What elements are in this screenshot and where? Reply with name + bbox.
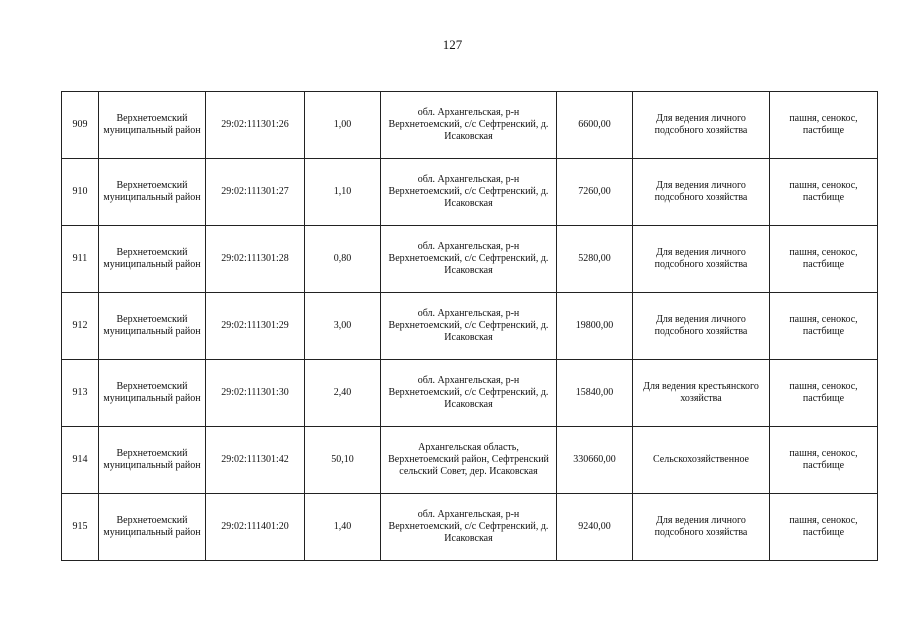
row-number: 915 xyxy=(62,494,99,561)
area-cell: 3,00 xyxy=(305,293,381,360)
district-cell: Верхнетоемский муниципальный район xyxy=(99,92,206,159)
cadastral-number-cell: 29:02:111301:30 xyxy=(206,360,305,427)
purpose-cell: Для ведения личного подсобного хозяйства xyxy=(633,159,770,226)
value-cell: 9240,00 xyxy=(557,494,633,561)
purpose-cell: Для ведения личного подсобного хозяйства xyxy=(633,92,770,159)
area-cell: 1,10 xyxy=(305,159,381,226)
purpose-cell: Для ведения крестьянского хозяйства xyxy=(633,360,770,427)
purpose-cell: Для ведения личного подсобного хозяйства xyxy=(633,494,770,561)
address-cell: обл. Архангельская, р-н Верхнетоемский, с/с Сефтренский, д. Исаковская xyxy=(381,226,557,293)
row-number: 912 xyxy=(62,293,99,360)
district-cell: Верхнетоемский муниципальный район xyxy=(99,293,206,360)
area-cell: 50,10 xyxy=(305,427,381,494)
district-cell: Верхнетоемский муниципальный район xyxy=(99,159,206,226)
row-number: 910 xyxy=(62,159,99,226)
area-cell: 2,40 xyxy=(305,360,381,427)
land-registry-table xyxy=(61,91,878,561)
area-cell: 1,00 xyxy=(305,92,381,159)
purpose-cell: Для ведения личного подсобного хозяйства xyxy=(633,226,770,293)
value-cell: 19800,00 xyxy=(557,293,633,360)
cadastral-number-cell: 29:02:111301:26 xyxy=(206,92,305,159)
land-type-cell: пашня, сенокос, пастбище xyxy=(770,226,878,293)
address-cell: обл. Архангельская, р-н Верхнетоемский, с/с Сефтренский, д. Исаковская xyxy=(381,293,557,360)
address-cell: обл. Архангельская, р-н Верхнетоемский, с/с Сефтренский, д. Исаковская xyxy=(381,92,557,159)
value-cell: 330660,00 xyxy=(557,427,633,494)
district-cell: Верхнетоемский муниципальный район xyxy=(99,226,206,293)
address-cell: обл. Архангельская, р-н Верхнетоемский, с/с Сефтренский, д. Исаковская xyxy=(381,159,557,226)
land-type-cell: пашня, сенокос, пастбище xyxy=(770,293,878,360)
cadastral-number-cell: 29:02:111301:28 xyxy=(206,226,305,293)
table-row xyxy=(62,226,878,293)
area-cell: 1,40 xyxy=(305,494,381,561)
land-type-cell: пашня, сенокос, пастбище xyxy=(770,92,878,159)
purpose-cell: Для ведения личного подсобного хозяйства xyxy=(633,293,770,360)
table-row xyxy=(62,360,878,427)
district-cell: Верхнетоемский муниципальный район xyxy=(99,427,206,494)
district-cell: Верхнетоемский муниципальный район xyxy=(99,494,206,561)
land-type-cell: пашня, сенокос, пастбище xyxy=(770,494,878,561)
district-cell: Верхнетоемский муниципальный район xyxy=(99,360,206,427)
value-cell: 5280,00 xyxy=(557,226,633,293)
table-row xyxy=(62,494,878,561)
cadastral-number-cell: 29:02:111401:20 xyxy=(206,494,305,561)
table-row xyxy=(62,159,878,226)
address-cell: обл. Архангельская, р-н Верхнетоемский, с/с Сефтренский, д. Исаковская xyxy=(381,494,557,561)
land-type-cell: пашня, сенокос, пастбище xyxy=(770,159,878,226)
value-cell: 15840,00 xyxy=(557,360,633,427)
cadastral-number-cell: 29:02:111301:42 xyxy=(206,427,305,494)
value-cell: 6600,00 xyxy=(557,92,633,159)
table-row xyxy=(62,427,878,494)
row-number: 914 xyxy=(62,427,99,494)
row-number: 909 xyxy=(62,92,99,159)
table-row xyxy=(62,92,878,159)
address-cell: Архангельская область, Верхнетоемский район, Сефтренский сельский Совет, дер. Исаковская xyxy=(381,427,557,494)
address-cell: обл. Архангельская, р-н Верхнетоемский, с/с Сефтренский, д. Исаковская xyxy=(381,360,557,427)
area-cell: 0,80 xyxy=(305,226,381,293)
cadastral-number-cell: 29:02:111301:29 xyxy=(206,293,305,360)
purpose-cell: Сельскохозяйственное xyxy=(633,427,770,494)
row-number: 913 xyxy=(62,360,99,427)
row-number: 911 xyxy=(62,226,99,293)
land-type-cell: пашня, сенокос, пастбище xyxy=(770,427,878,494)
cadastral-number-cell: 29:02:111301:27 xyxy=(206,159,305,226)
table-row xyxy=(62,293,878,360)
land-type-cell: пашня, сенокос, пастбище xyxy=(770,360,878,427)
page-number: 127 xyxy=(442,37,463,52)
value-cell: 7260,00 xyxy=(557,159,633,226)
